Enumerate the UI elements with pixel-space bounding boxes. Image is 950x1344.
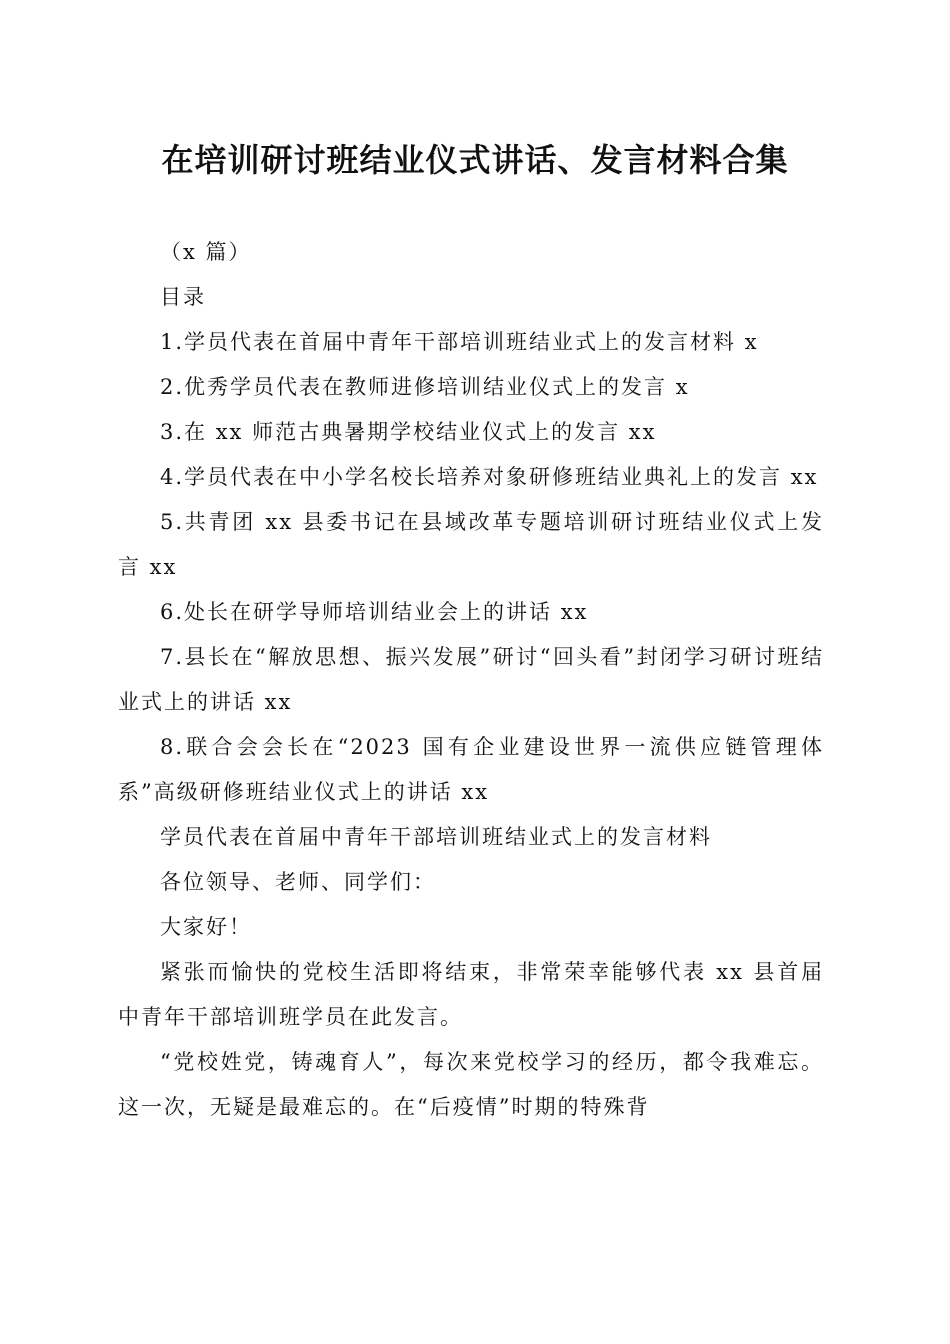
- toc-item-3: 3.在 xx 师范古典暑期学校结业仪式上的发言 xx: [160, 420, 657, 444]
- toc-item-4: 4.学员代表在中小学名校长培养对象研修班结业典礼上的发言 xx: [160, 465, 819, 489]
- toc-item-8: 8.联合会会长在“2023 国有企业建设世界一流供应链管理体系”高级研修班结业仪式上的讲话 xx: [118, 735, 824, 804]
- document-body: [118, 230, 824, 1130]
- document-title: 在培训研讨班结业仪式讲话、发言材料合集: [161, 141, 789, 179]
- toc-item-7: 7.县长在“解放思想、振兴发展”研讨“回头看”封闭学习研讨班结业式上的讲话 xx: [118, 645, 824, 714]
- toc-item-2: 2.优秀学员代表在教师进修培训结业仪式上的发言 x: [160, 375, 690, 399]
- article-count-note: （x 篇）: [160, 240, 252, 264]
- section-title: 学员代表在首届中青年干部培训班结业式上的发言材料: [160, 825, 712, 849]
- greeting: 大家好！: [160, 915, 252, 939]
- toc-item-5: 5.共青团 xx 县委书记在县域改革专题培训研讨班结业仪式上发言 xx: [118, 510, 824, 579]
- body-paragraph: 紧张而愉快的党校生活即将结束，非常荣幸能够代表 xx 县首届中青年干部培训班学员在此发言。: [118, 960, 824, 1029]
- toc-item-1: 1.学员代表在首届中青年干部培训班结业式上的发言材料 x: [160, 330, 759, 354]
- toc-heading: 目录: [160, 285, 206, 309]
- toc-item-6: 6.处长在研学导师培训结业会上的讲话 xx: [160, 600, 589, 624]
- salutation: 各位领导、老师、同学们：: [160, 870, 436, 894]
- body-paragraph: “党校姓党，铸魂育人”，每次来党校学习的经历，都令我难忘。这一次，无疑是最难忘的。在“后疫情”时期的特殊背: [118, 1050, 824, 1119]
